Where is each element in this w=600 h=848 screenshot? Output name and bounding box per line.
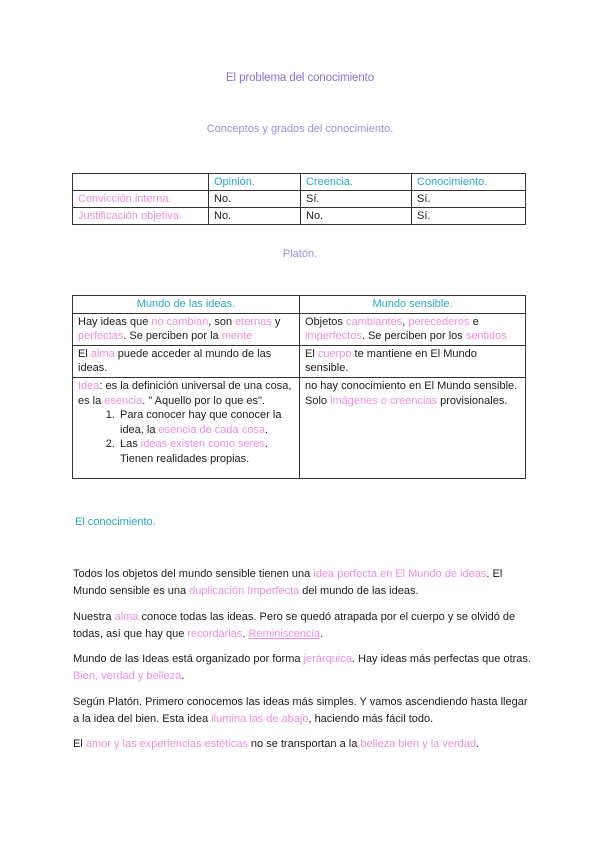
table-row — [73, 377, 526, 478]
text-span: Según Platón. Primero conocemos las ideas más simples. Y vamos ascendiendo hasta llegar a la idea del bien. Esta idea — [73, 696, 528, 725]
text-span: . Hay ideas más perfectas que otras. — [351, 653, 531, 665]
text-span: te mantiene en El Mundo sensible. — [305, 347, 477, 375]
text-span: Las — [120, 438, 141, 451]
table-cell: No. — [209, 191, 301, 208]
highlight-text: ideas existen como seres — [140, 438, 265, 451]
table-cell: Sí. — [412, 208, 526, 225]
highlight-text: sentidos — [465, 330, 507, 343]
table-cell: Sí. — [412, 191, 526, 208]
table-header-cell: Mundo de las ideas. — [73, 296, 300, 314]
highlight-text: idea perfecta en El Mundo de ideas — [313, 568, 487, 580]
highlight-text: mente — [221, 330, 253, 343]
text-span: conoce todas las ideas. Pero se quedó atrapada por el cuerpo y se olvidó de todas, así que hay que — [73, 611, 516, 640]
idea-list — [78, 408, 294, 466]
highlight-text: Reminiscencia — [248, 627, 321, 640]
highlight-text: recordarlas — [187, 627, 243, 640]
text-span: . — [264, 423, 269, 436]
highlight-text: amor y las experiencias estéticas — [85, 738, 248, 750]
text-span: El — [305, 347, 318, 360]
highlight-text: jerárquica — [303, 653, 352, 665]
table-header-cell: Mundo sensible. — [300, 296, 526, 314]
text-span: El — [78, 347, 91, 360]
table-header-row — [73, 296, 526, 314]
highlight-text: alma — [90, 347, 115, 360]
section-heading: El conocimiento. — [75, 516, 156, 528]
text-span: Hay ideas que — [78, 315, 152, 328]
table-header-cell: Creencia. — [301, 174, 412, 191]
highlight-text: esencia de cada cosa — [158, 423, 265, 436]
table-cell — [300, 313, 526, 345]
text-span: no hay conocimiento en El Mundo sensible. Solo — [305, 379, 518, 407]
row-label: Convicción interna. — [73, 191, 209, 208]
paragraph-4 — [73, 694, 533, 727]
text-span: . " Aquello por lo que es". — [142, 394, 265, 407]
text-span: Nuestra — [73, 611, 115, 623]
highlight-text: Bien, verdad y belleza — [73, 669, 182, 682]
highlight-text: Idea — [78, 379, 100, 392]
text-span: , — [402, 315, 409, 328]
text-span: y — [271, 315, 281, 328]
paragraph-3 — [73, 651, 533, 684]
text-span: . El Mundo sensible es una — [73, 568, 503, 597]
table-cell — [73, 174, 209, 191]
text-span: . Se perciben por los — [361, 330, 466, 343]
highlight-text: perecederos — [408, 315, 470, 328]
highlight-text: cuerpo — [317, 347, 352, 360]
list-item — [118, 437, 294, 466]
highlight-text: imágenes o creencias — [330, 394, 438, 407]
paragraph-1 — [73, 566, 533, 599]
table-row — [73, 191, 526, 208]
table-header-cell: Conocimiento. — [412, 174, 526, 191]
text-span: Para conocer hay que conocer la idea, la — [120, 409, 282, 436]
text-span: . Tienen realidades propias. — [120, 438, 268, 465]
platon-worlds-table — [72, 295, 526, 479]
table-cell: No. — [209, 208, 301, 225]
paragraph-2 — [73, 609, 533, 642]
highlight-text: belleza bien y la verdad — [360, 738, 476, 750]
list-item — [118, 408, 294, 437]
table-header-cell: Opinión. — [209, 174, 301, 191]
table-cell — [73, 313, 300, 345]
section-subtitle: Conceptos y grados del conocimiento. — [206, 123, 394, 135]
highlight-text: imperfectos — [305, 330, 362, 343]
text-span: Mundo de las Ideas está organizado por forma — [73, 653, 304, 665]
highlight-text: esencia — [104, 394, 143, 407]
highlight-text: eternas — [235, 315, 272, 328]
highlight-text: alma — [114, 611, 139, 623]
table-cell — [300, 377, 526, 478]
text-span: . — [242, 627, 249, 640]
table-row — [73, 208, 526, 225]
text-span: , son — [208, 315, 236, 328]
highlight-text: duplicación Imperfecta — [189, 584, 300, 597]
text-span: . — [320, 627, 324, 640]
text-span: Todos los objetos del mundo sensible tienen una — [73, 568, 314, 580]
platon-heading: Platón. — [282, 248, 318, 260]
text-span: provisionales. — [437, 394, 508, 407]
text-span: . Se perciben por la — [123, 330, 222, 343]
text-span: e — [469, 315, 479, 328]
highlight-text: no cambian — [151, 315, 209, 328]
knowledge-degrees-table — [72, 173, 526, 225]
paragraph-5 — [73, 736, 533, 753]
row-label: Justificación objetiva. — [73, 208, 209, 225]
table-cell: No. — [301, 208, 412, 225]
text-span: no se transportan a la — [247, 738, 361, 750]
document-title: El problema del conocimiento — [225, 72, 375, 84]
text-span: puede acceder al mundo de las ideas. — [78, 347, 272, 375]
highlight-text: ilumina las de abajo — [211, 712, 309, 725]
table-cell — [73, 377, 300, 478]
table-row — [73, 313, 526, 345]
text-span: del mundo de las ideas. — [299, 584, 419, 597]
text-span: , haciendo más fácil todo. — [308, 712, 434, 725]
text-span: : es la definición universal de una cosa, es la — [78, 379, 292, 407]
highlight-text: perfectas — [78, 330, 124, 343]
table-header-row — [73, 174, 526, 191]
text-span: . — [475, 738, 480, 750]
table-cell: Sí. — [301, 191, 412, 208]
text-span: . — [181, 669, 185, 682]
highlight-text: cambiantes — [345, 315, 403, 328]
table-cell — [300, 345, 526, 377]
table-cell — [73, 345, 300, 377]
table-row — [73, 345, 526, 377]
text-span: El — [73, 738, 86, 750]
text-span: Objetos — [305, 315, 346, 328]
